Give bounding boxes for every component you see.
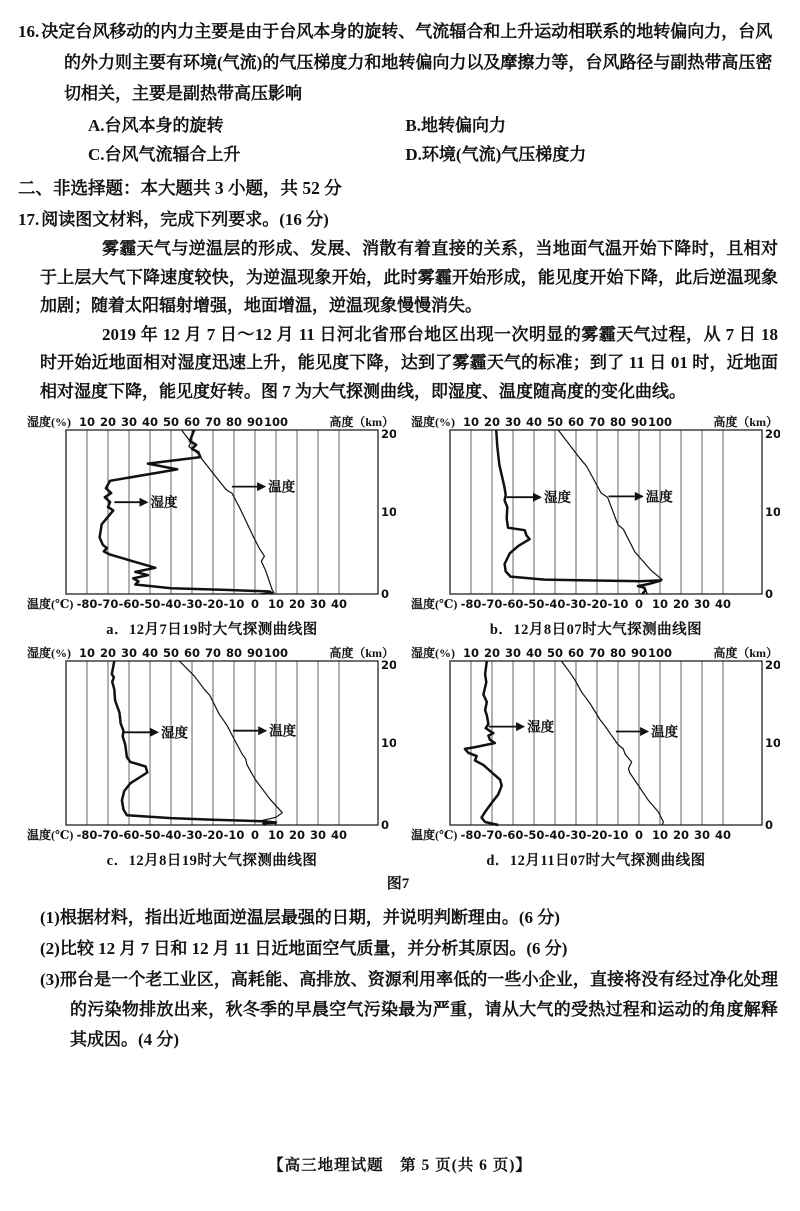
svg-text:0: 0 — [250, 597, 260, 611]
svg-text:10: 10 — [765, 736, 780, 750]
svg-text:-30: -30 — [565, 828, 587, 842]
chart-b — [410, 414, 782, 639]
svg-text:20: 20 — [672, 597, 690, 611]
svg-text:-20: -20 — [586, 597, 608, 611]
svg-text:80: 80 — [225, 646, 243, 660]
svg-text:90: 90 — [630, 646, 648, 660]
svg-text:40: 40 — [525, 646, 543, 660]
svg-text:高度（km）: 高度（km） — [329, 646, 394, 660]
svg-text:40: 40 — [330, 828, 348, 842]
question-16 — [18, 16, 778, 109]
svg-text:-70: -70 — [481, 828, 503, 842]
q17-subquestions — [18, 903, 778, 1055]
svg-text:10: 10 — [765, 505, 780, 519]
question-16-options — [88, 111, 778, 169]
svg-text:40: 40 — [141, 646, 159, 660]
svg-text:温度(℃): 温度(℃) — [411, 828, 458, 842]
svg-text:0: 0 — [765, 818, 774, 832]
svg-text:10: 10 — [267, 828, 285, 842]
svg-text:高度（km）: 高度（km） — [329, 415, 394, 429]
option-b: B.地转偏向力 — [405, 116, 506, 135]
svg-text:-30: -30 — [565, 597, 587, 611]
svg-text:-40: -40 — [544, 828, 566, 842]
figure-7-label: 图7 — [386, 876, 410, 892]
svg-text:-80: -80 — [460, 828, 482, 842]
option-c: C.台风气流辐合上升 — [88, 145, 241, 164]
svg-text:湿度: 湿度 — [161, 725, 188, 741]
svg-text:-30: -30 — [181, 828, 203, 842]
svg-text:60: 60 — [567, 646, 585, 660]
chart-a-caption: a．12月7日19时大气探测曲线图 — [106, 622, 318, 638]
chart-a — [26, 414, 398, 639]
svg-text:-50: -50 — [523, 828, 545, 842]
svg-text:90: 90 — [630, 415, 648, 429]
chart-b-plot — [410, 414, 782, 617]
svg-text:100: 100 — [647, 415, 673, 429]
svg-text:湿度(%): 湿度(%) — [411, 646, 455, 660]
q17-paragraph-1: 雾霾天气与逆温层的形成、发展、消散有着直接的关系，当地面气温开始下降时，且相对于上层大气下降速度较快，为逆温现象开始，此时雾霾开始形成，能见度开始下降，此后逆温现象加剧；随着太阳辐射增强，地面增温，逆温现象慢慢消失。 — [40, 239, 778, 315]
svg-text:-50: -50 — [139, 597, 161, 611]
svg-text:30: 30 — [693, 828, 711, 842]
svg-text:-50: -50 — [523, 597, 545, 611]
svg-text:0: 0 — [634, 597, 644, 611]
question-16-text: 决定台风移动的内力主要是由于台风本身的旋转、气流辐合和上升运动相联系的地转偏向力，台风的外力则主要有环境(气流)的气压梯度力和地转偏向力以及摩擦力等，台风路径与副热带高压密切相关，主要是副热带高压影响 — [41, 22, 773, 103]
question-16-number: 16. — [18, 22, 40, 41]
svg-text:10: 10 — [267, 597, 285, 611]
svg-text:10: 10 — [651, 597, 669, 611]
svg-text:80: 80 — [609, 415, 627, 429]
svg-text:-70: -70 — [97, 597, 119, 611]
svg-text:0: 0 — [765, 587, 774, 601]
svg-text:20: 20 — [483, 646, 501, 660]
svg-text:60: 60 — [567, 415, 585, 429]
svg-text:70: 70 — [588, 415, 606, 429]
q17-paragraph-2: 2019 年 12 月 7 日～12 月 11 日河北省邢台地区出现一次明显的雾霾天气过程，从 7 日 18 时开始近地面相对湿度迅速上升，能见度下降，达到了雾霾天气的标准；到了 11 日 01 时，近地面相对湿度下降，能见度好转。图 7 为大气探测曲线，即湿度、温度随高度的变化曲线。 — [40, 324, 778, 401]
page-footer: 【高三地理试题 第 5 页(共 6 页)】 — [268, 1157, 532, 1174]
svg-text:-80: -80 — [76, 828, 98, 842]
svg-text:10: 10 — [78, 646, 96, 660]
svg-text:-10: -10 — [607, 597, 629, 611]
svg-text:0: 0 — [634, 828, 644, 842]
svg-text:高度（km）: 高度（km） — [713, 646, 778, 660]
svg-text:60: 60 — [183, 415, 201, 429]
svg-text:30: 30 — [120, 646, 138, 660]
svg-text:20: 20 — [99, 415, 117, 429]
svg-text:100: 100 — [647, 646, 673, 660]
svg-text:40: 40 — [141, 415, 159, 429]
svg-text:温度(℃): 温度(℃) — [27, 597, 74, 611]
svg-text:20: 20 — [288, 597, 306, 611]
svg-text:湿度: 湿度 — [150, 495, 178, 511]
svg-text:90: 90 — [246, 415, 264, 429]
svg-text:40: 40 — [714, 597, 732, 611]
subquestion-3: (3)邢台是一个老工业区，高耗能、高排放、资源利用率低的一些小企业，直接将没有经过净化处理的污染物排放出来，秋冬季的早晨空气污染最为严重，请从大气的受热过程和运动的角度解释其成因。(4 分) — [40, 970, 778, 1049]
svg-text:-30: -30 — [181, 597, 203, 611]
svg-text:30: 30 — [309, 828, 327, 842]
svg-text:80: 80 — [609, 646, 627, 660]
svg-text:60: 60 — [183, 646, 201, 660]
svg-text:-60: -60 — [118, 597, 140, 611]
svg-text:10: 10 — [381, 736, 396, 750]
option-d: D.环境(气流)气压梯度力 — [405, 145, 587, 164]
svg-text:100: 100 — [263, 646, 289, 660]
svg-text:-50: -50 — [139, 828, 161, 842]
chart-c — [26, 645, 398, 870]
svg-text:50: 50 — [162, 415, 180, 429]
chart-a-plot — [26, 414, 398, 617]
svg-text:温度: 温度 — [651, 724, 679, 740]
svg-text:40: 40 — [330, 597, 348, 611]
svg-text:30: 30 — [120, 415, 138, 429]
question-17 — [18, 205, 778, 235]
svg-text:30: 30 — [504, 415, 522, 429]
svg-text:30: 30 — [309, 597, 327, 611]
svg-text:温度: 温度 — [269, 723, 297, 739]
svg-text:50: 50 — [162, 646, 180, 660]
svg-text:-10: -10 — [607, 828, 629, 842]
question-17-number: 17. — [18, 210, 40, 229]
svg-text:-20: -20 — [586, 828, 608, 842]
svg-text:温度(℃): 温度(℃) — [411, 597, 458, 611]
svg-text:30: 30 — [693, 597, 711, 611]
figure-7 — [18, 414, 778, 893]
svg-text:-40: -40 — [160, 597, 182, 611]
svg-text:湿度(%): 湿度(%) — [27, 646, 71, 660]
svg-text:湿度(%): 湿度(%) — [411, 415, 455, 429]
svg-text:温度: 温度 — [645, 489, 673, 505]
question-17-intro: 阅读图文材料，完成下列要求。(16 分) — [41, 210, 329, 229]
svg-text:20: 20 — [765, 427, 780, 441]
svg-text:湿度(%): 湿度(%) — [27, 415, 71, 429]
svg-text:20: 20 — [99, 646, 117, 660]
svg-text:0: 0 — [381, 818, 390, 832]
svg-text:20: 20 — [381, 658, 396, 672]
svg-text:80: 80 — [225, 415, 243, 429]
svg-text:高度（km）: 高度（km） — [713, 415, 778, 429]
subquestion-2: (2)比较 12 月 7 日和 12 月 11 日近地面空气质量，并分析其原因。(6 分) — [40, 939, 568, 958]
svg-text:10: 10 — [381, 505, 396, 519]
svg-text:-20: -20 — [202, 828, 224, 842]
svg-text:温度: 温度 — [268, 479, 296, 495]
svg-text:-80: -80 — [460, 597, 482, 611]
svg-text:20: 20 — [483, 415, 501, 429]
svg-text:90: 90 — [246, 646, 264, 660]
svg-text:-70: -70 — [481, 597, 503, 611]
svg-text:20: 20 — [672, 828, 690, 842]
svg-text:-60: -60 — [118, 828, 140, 842]
svg-text:20: 20 — [381, 427, 396, 441]
svg-text:0: 0 — [250, 828, 260, 842]
chart-c-plot — [26, 645, 398, 848]
svg-text:50: 50 — [546, 415, 564, 429]
svg-text:70: 70 — [204, 415, 222, 429]
svg-text:0: 0 — [381, 587, 390, 601]
svg-text:-60: -60 — [502, 828, 524, 842]
svg-text:30: 30 — [504, 646, 522, 660]
chart-grid — [26, 414, 778, 870]
svg-text:70: 70 — [204, 646, 222, 660]
svg-text:湿度: 湿度 — [527, 719, 555, 735]
svg-text:-10: -10 — [223, 828, 245, 842]
chart-d-caption: d．12月11日07时大气探测曲线图 — [486, 853, 706, 869]
svg-text:40: 40 — [525, 415, 543, 429]
svg-text:40: 40 — [714, 828, 732, 842]
svg-text:温度(℃): 温度(℃) — [27, 828, 74, 842]
svg-text:-40: -40 — [160, 828, 182, 842]
chart-d-plot — [410, 645, 782, 848]
svg-text:-40: -40 — [544, 597, 566, 611]
svg-text:50: 50 — [546, 646, 564, 660]
chart-b-caption: b．12月8日07时大气探测曲线图 — [489, 622, 703, 638]
section-2-header: 二、非选择题：本大题共 3 小题，共 52 分 — [18, 178, 342, 198]
svg-text:10: 10 — [462, 415, 480, 429]
svg-text:20: 20 — [288, 828, 306, 842]
subquestion-1: (1)根据材料，指出近地面逆温层最强的日期，并说明判断理由。(6 分) — [40, 908, 560, 927]
svg-text:-80: -80 — [76, 597, 98, 611]
svg-text:70: 70 — [588, 646, 606, 660]
svg-text:-10: -10 — [223, 597, 245, 611]
svg-text:20: 20 — [765, 658, 780, 672]
option-a: A.台风本身的旋转 — [88, 116, 224, 135]
svg-text:-60: -60 — [502, 597, 524, 611]
chart-c-caption: c．12月8日19时大气探测曲线图 — [106, 853, 318, 869]
svg-text:-70: -70 — [97, 828, 119, 842]
svg-text:10: 10 — [651, 828, 669, 842]
svg-text:100: 100 — [263, 415, 289, 429]
svg-text:10: 10 — [462, 646, 480, 660]
chart-d — [410, 645, 782, 870]
svg-text:10: 10 — [78, 415, 96, 429]
svg-text:-20: -20 — [202, 597, 224, 611]
svg-text:湿度: 湿度 — [544, 490, 571, 506]
